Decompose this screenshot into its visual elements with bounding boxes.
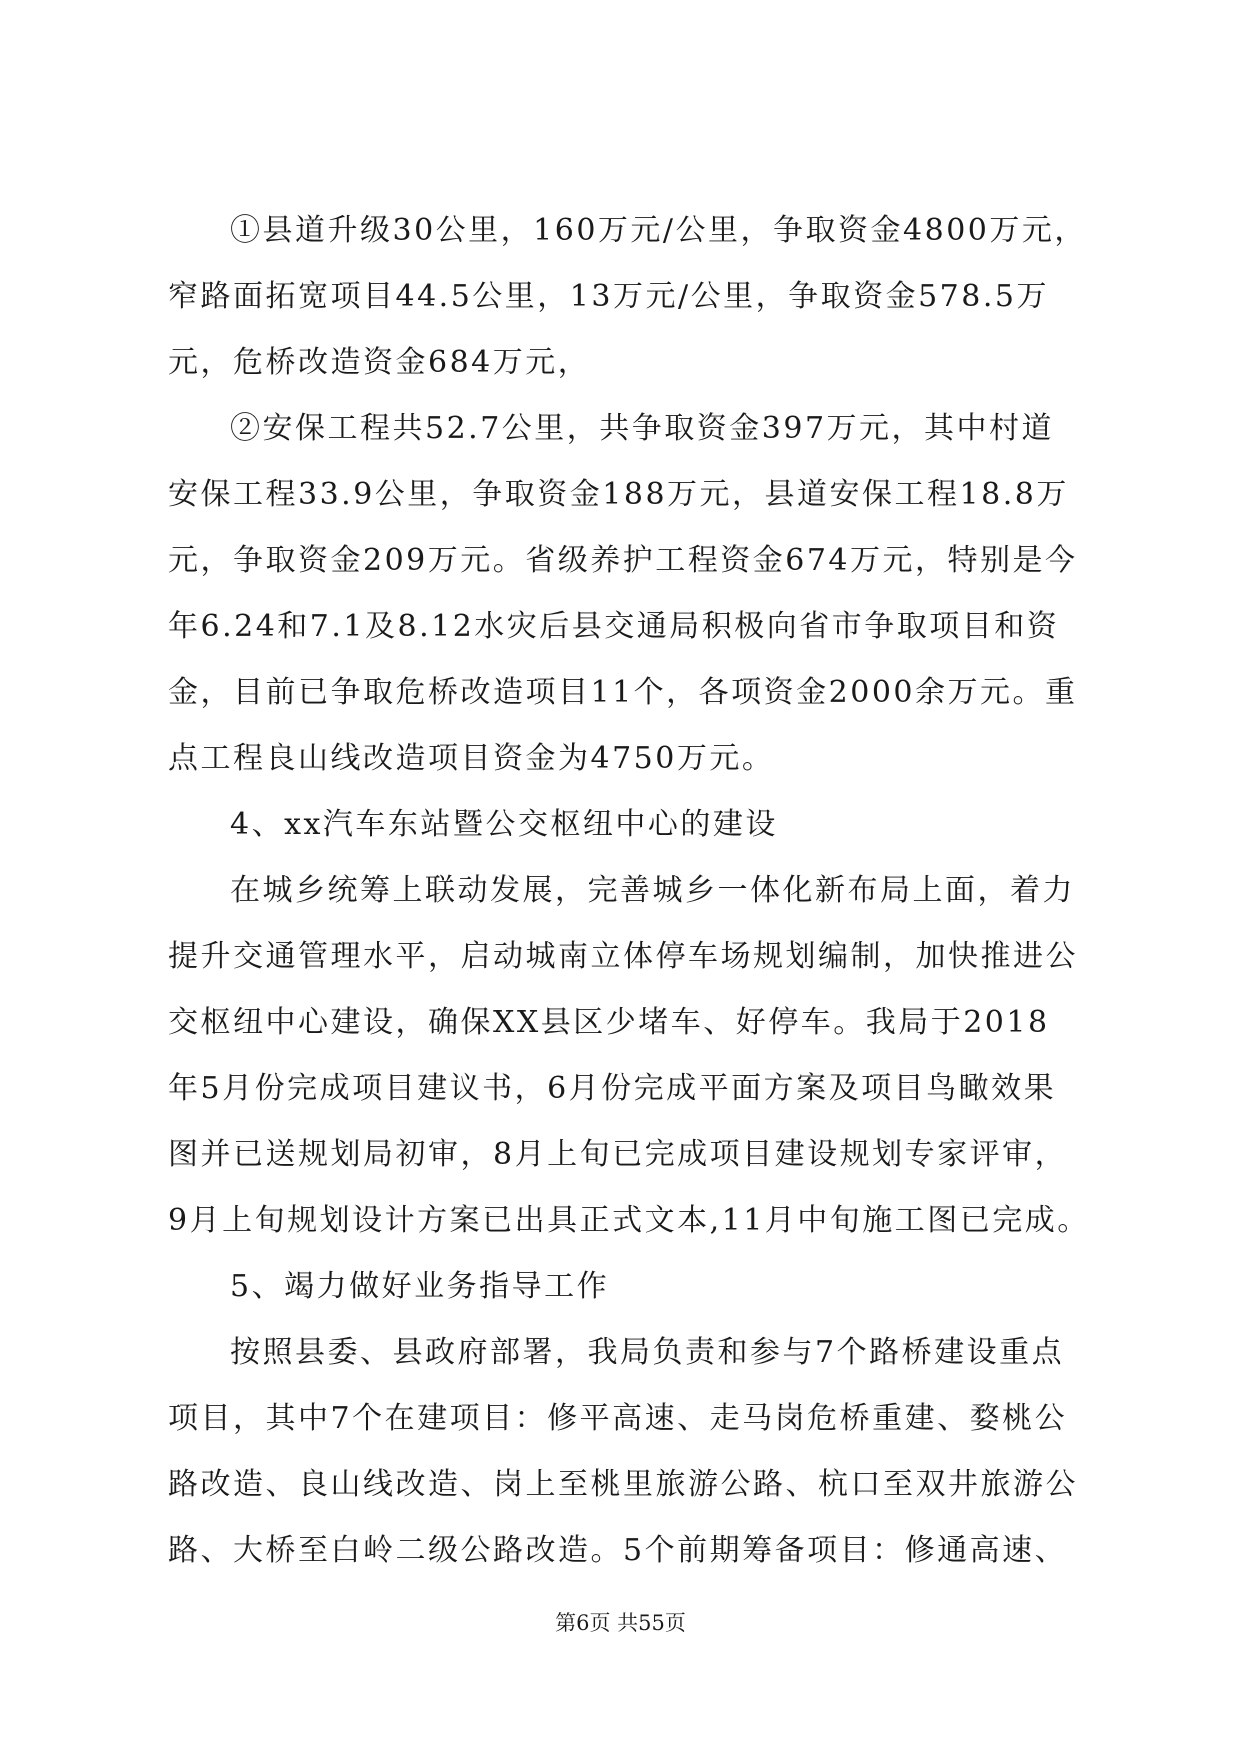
paragraph-bus-hub-construction [168, 858, 1088, 1254]
heading-line: 4、xx汽车东站暨公交枢纽中心的建设 [230, 807, 778, 842]
text-line: 元，争取资金209万元。省级养护工程资金674万元，特别是今 [168, 543, 1078, 578]
section-heading-business-guidance [168, 1254, 1088, 1320]
text-line: ①县道升级30公里，160万元/公里，争取资金4800万元， [230, 213, 1087, 248]
text-line: 路、大桥至白岭二级公路改造。5个前期筹备项目：修通高速、 [168, 1533, 1068, 1568]
heading-line: 5、竭力做好业务指导工作 [230, 1269, 610, 1304]
section-heading-bus-hub [168, 792, 1088, 858]
text-line: 路改造、良山线改造、岗上至桃里旅游公路、杭口至双井旅游公 [168, 1467, 1078, 1502]
text-line: 9月上旬规划设计方案已出具正式文本,11月中旬施工图已完成。 [168, 1203, 1090, 1238]
text-line: 在城乡统筹上联动发展，完善城乡一体化新布局上面，着力 [230, 873, 1075, 908]
text-line: 交枢纽中心建设，确保XX县区少堵车、好停车。我局于2018 [168, 1005, 1050, 1040]
page-number-footer: 第6页 共55页 [555, 1611, 686, 1635]
text-line: 金，目前已争取危桥改造项目11个，各项资金2000余万元。重 [168, 675, 1078, 710]
paragraph-safety-projects [168, 396, 1088, 792]
document-body [168, 198, 1088, 1584]
paragraph-county-road-upgrade [168, 198, 1088, 396]
text-line: 年6.24和7.1及8.12水灾后县交通局积极向省市争取项目和资 [168, 609, 1060, 644]
text-line: 年5月份完成项目建议书，6月份完成平面方案及项目鸟瞰效果 [168, 1071, 1057, 1106]
text-line: 按照县委、县政府部署，我局负责和参与7个路桥建设重点 [230, 1335, 1065, 1370]
text-line: 点工程良山线改造项目资金为4750万元。 [168, 741, 775, 776]
text-line: 图并已送规划局初审，8月上旬已完成项目建设规划专家评审， [168, 1137, 1068, 1172]
text-line: 窄路面拓宽项目44.5公里，13万元/公里，争取资金578.5万 [168, 279, 1049, 314]
text-line: 提升交通管理水平，启动城南立体停车场规划编制，加快推进公 [168, 939, 1078, 974]
text-line: 项目，其中7个在建项目：修平高速、走马岗危桥重建、婺桃公 [168, 1401, 1068, 1436]
paragraph-road-bridge-projects [168, 1320, 1088, 1584]
text-line: 安保工程33.9公里，争取资金188万元，县道安保工程18.8万 [168, 477, 1069, 512]
text-line: 元，危桥改造资金684万元， [168, 345, 591, 380]
text-line: ②安保工程共52.7公里，共争取资金397万元，其中村道 [230, 411, 1055, 446]
